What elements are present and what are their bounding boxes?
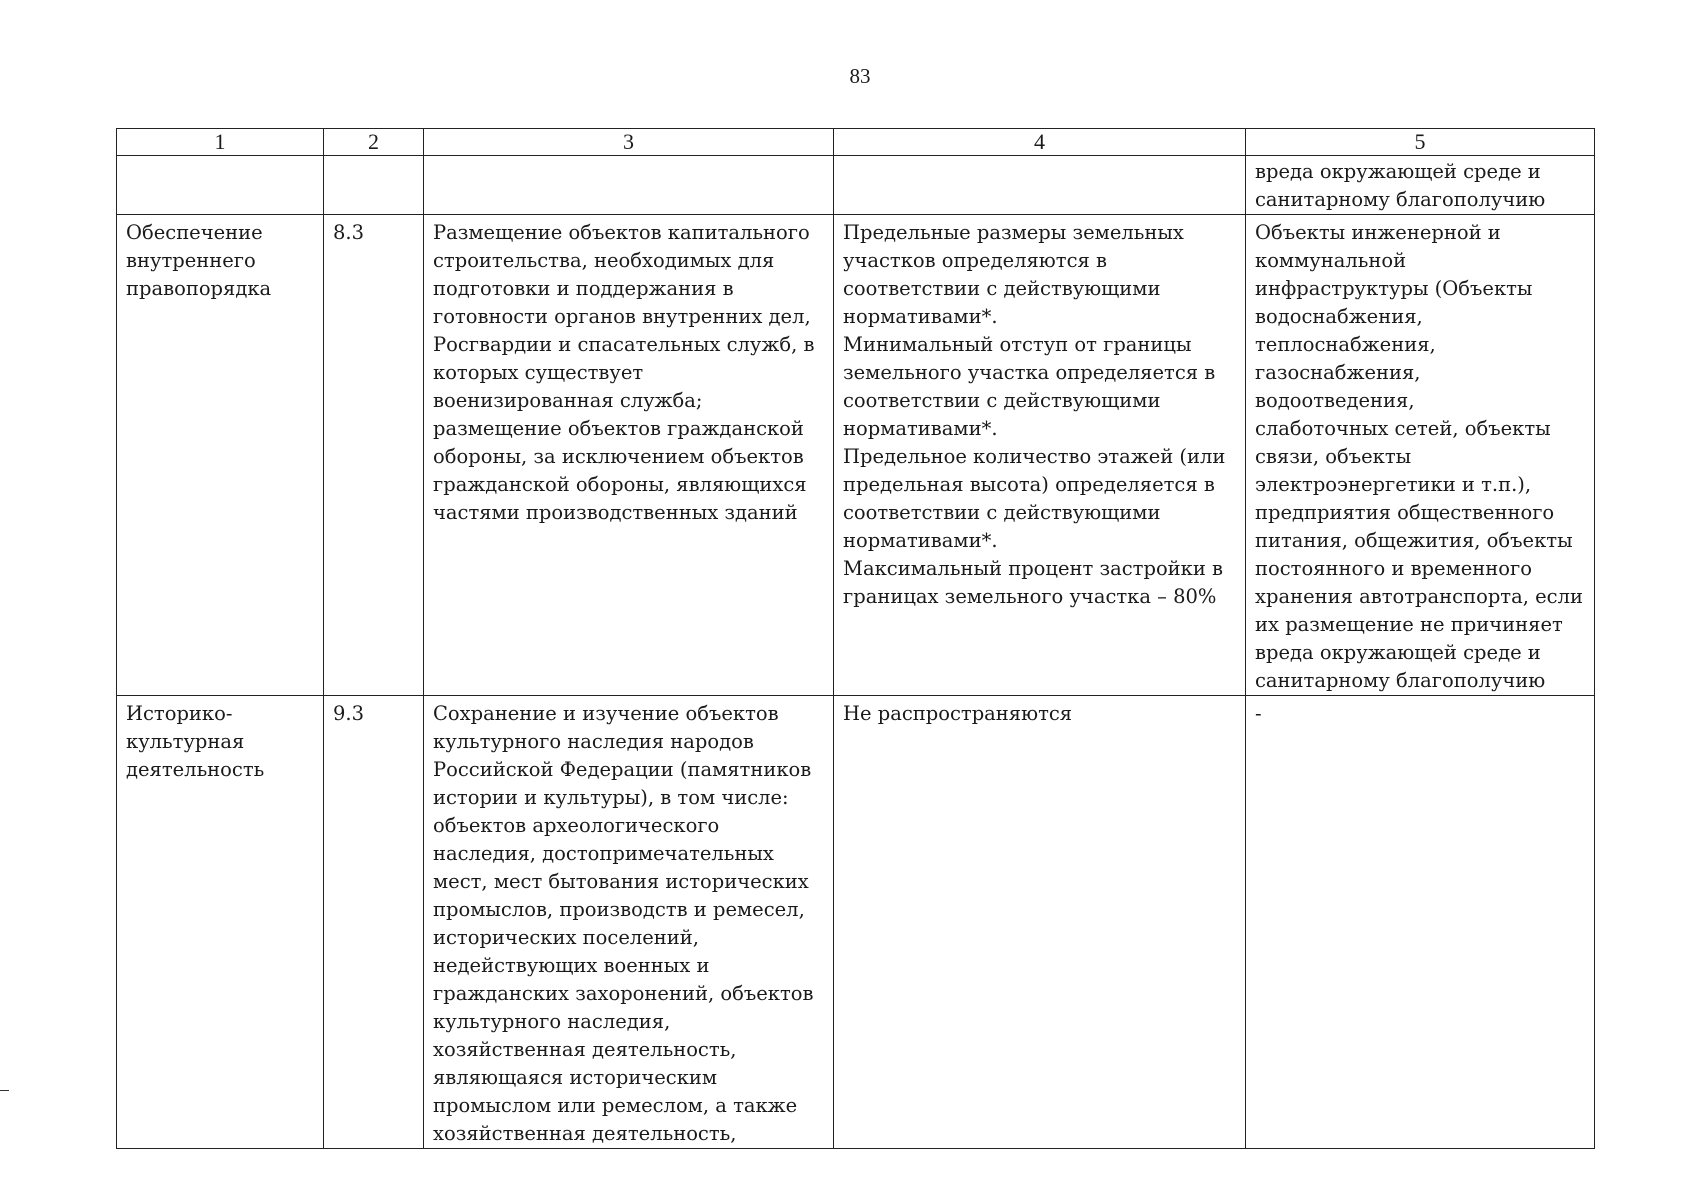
cell-auxiliary-uses: вреда окружающей среде и санитарному благополучию [1246,156,1595,215]
cell-auxiliary-uses: Объекты инженерной и коммунальной инфраструктуры (Объекты водоснабжения, теплоснабжения, газоснабжения, водоотведения, слаботочных сетей, объекты связи, объекты электроэнергетики и т.п.), предприятия общественного питания, общежития, объекты постоянного и временного хранения автотранспорта, если их размещение не причиняет вреда окружающей среде и санитарному благополучию [1246,215,1595,696]
cell-code [324,156,424,215]
margin-mark [0,1090,9,1091]
cell-description [424,156,834,215]
column-header-1: 1 [117,129,324,156]
column-header-5: 5 [1246,129,1595,156]
cell-code: 9.3 [324,696,424,1149]
cell-description: Размещение объектов капитального строительства, необходимых для подготовки и поддержания в готовности органов внутренних дел, Росгвардии и спасательных служб, в которых существует военизированная служба; размещение объектов гражданской обороны, за исключением объектов гражданской обороны, являющихся частями производственных зданий [424,215,834,696]
cell-parameters: Предельные размеры земельных участков определяются в соответствии с действующими нормативами*. Минимальный отступ от границы земельного участка определяется в соответствии с действующими нормативами*. Предельное количество этажей (или предельная высота) определяется в соответствии с действующими нормативами*. Максимальный процент застройки в границах земельного участка – 80% [834,215,1246,696]
column-header-2: 2 [324,129,424,156]
cell-use-type [117,156,324,215]
page-number: 83 [849,64,871,88]
cell-code: 8.3 [324,215,424,696]
cell-parameters [834,156,1246,215]
table-header-row [117,129,1595,156]
table-row [117,696,1595,1149]
table-row [117,215,1595,696]
cell-description: Сохранение и изучение объектов культурного наследия народов Российской Федерации (памятников истории и культуры), в том числе: объектов археологического наследия, достопримечательных мест, мест бытования исторических промыслов, производств и ремесел, исторических поселений, недействующих военных и гражданских захоронений, объектов культурного наследия, хозяйственная деятельность, являющаяся историческим промыслом или ремеслом, а также хозяйственная деятельность, [424,696,834,1149]
cell-use-type: Историко- культурная деятельность [117,696,324,1149]
cell-parameters: Не распространяются [834,696,1246,1149]
column-header-3: 3 [424,129,834,156]
zoning-table [116,128,1595,1149]
table-row-continuation [117,156,1595,215]
column-header-4: 4 [834,129,1246,156]
cell-use-type: Обеспечение внутреннего правопорядка [117,215,324,696]
cell-auxiliary-uses: - [1246,696,1595,1149]
